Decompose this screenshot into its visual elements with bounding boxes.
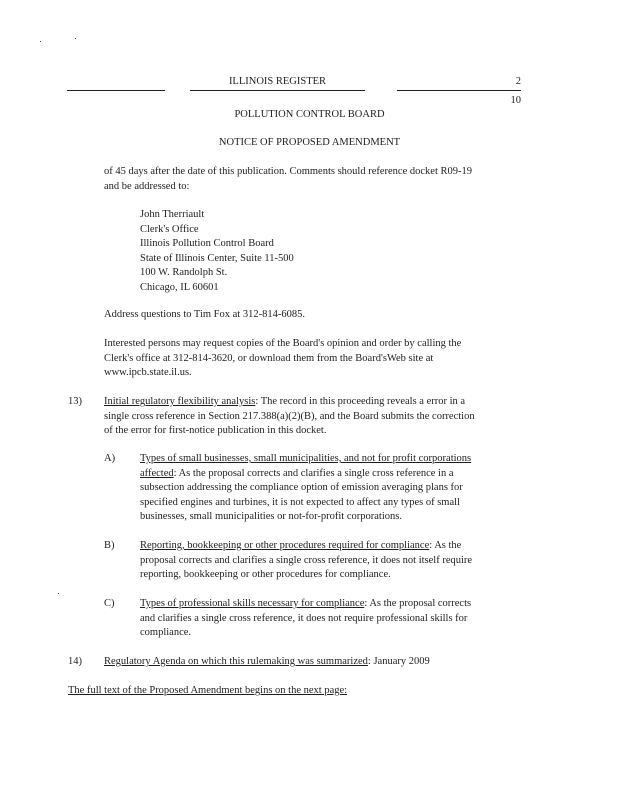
- scan-speck: [58, 593, 59, 594]
- sub-a-line: subsection addressing the compliance option of emission averaging plans for: [140, 482, 463, 494]
- scan-speck: [75, 38, 76, 39]
- intro-paragraph: [104, 165, 472, 194]
- item-14-line: [104, 655, 430, 670]
- item-13-line: single cross reference in Section 217.388(a)(2)(B), and the Board submits the correction: [104, 410, 475, 422]
- sub-b-text: : As the: [429, 540, 462, 551]
- sub-c-letter: C): [104, 598, 115, 609]
- sub-c-text: : As the proposal corrects: [364, 598, 472, 609]
- register-title: ILLINOIS REGISTER: [228, 76, 327, 87]
- address-line: 100 W. Randolph St.: [140, 267, 228, 279]
- sub-a-line: [140, 452, 471, 467]
- copies-line: Interested persons may request copies of the Board's opinion and order by calling the: [104, 338, 462, 349]
- sub-b-line: proposal corrects and clarifies a single cross reference, it does not itself require: [140, 554, 473, 566]
- copies-line: Clerk's office at 312-814-3620, or download them from the Board'sWeb site at: [104, 352, 434, 364]
- sub-c-line: and clarifies a single cross reference, it does not require professional skills for: [140, 612, 468, 624]
- page-number: 2: [515, 76, 521, 87]
- scan-speck: [40, 41, 41, 42]
- item-14-number: 14): [68, 656, 82, 667]
- sub-b-paragraph: [140, 539, 472, 583]
- sub-a-text: : As the proposal corrects and clarifies a single cross reference in a: [173, 467, 454, 479]
- sub-b-heading: Reporting, bookkeeping or other procedures required for compliance: [140, 540, 430, 551]
- item-13-text: : The record in this proceeding reveals a error in a: [255, 396, 466, 407]
- address-block: [140, 208, 294, 296]
- sub-c-paragraph: [140, 597, 471, 641]
- sub-b-line: reporting, bookkeeping or other procedures for compliance.: [140, 569, 391, 581]
- next-page-note: The full text of the Proposed Amendment begins on the next page:: [68, 685, 348, 696]
- address-line: Clerk's Office: [140, 223, 199, 235]
- sub-c-line: [140, 597, 471, 612]
- sub-b-letter: B): [104, 540, 115, 551]
- sub-a-line: specified engines and turbines, it is not expected to affect any types of small: [140, 496, 460, 508]
- copies-paragraph: [104, 337, 461, 381]
- address-line: Chicago, IL 60601: [140, 281, 219, 293]
- sub-a-line: businesses, small municipalities or not-for-profit corporations.: [140, 511, 402, 523]
- header-rule-right: [397, 90, 521, 91]
- sub-b-line: [140, 539, 472, 554]
- questions-line: Address questions to Tim Fox at 312-814-6085.: [104, 309, 305, 320]
- header-rule-left: [67, 90, 165, 91]
- agency-title: POLLUTION CONTROL BOARD: [234, 109, 385, 120]
- sub-a-heading-cont: affected: [140, 467, 174, 479]
- header-rule-middle: [190, 90, 365, 91]
- item-13-line: [104, 395, 475, 410]
- intro-line: of 45 days after the date of this publication. Comments should reference docket R09-19: [104, 166, 472, 177]
- address-line: John Therriault: [140, 209, 205, 220]
- item-13-number: 13): [68, 396, 82, 407]
- item-13-line: of the error for first-notice publication in this docket.: [104, 425, 327, 437]
- item-13-heading: Initial regulatory flexibility analysis: [104, 396, 256, 407]
- copies-line: www.ipcb.state.il.us.: [104, 367, 192, 379]
- item-13-paragraph: [104, 395, 475, 439]
- sub-a-paragraph: [140, 452, 471, 525]
- sub-c-heading: Types of professional skills necessary for compliance: [140, 598, 365, 609]
- sub-a-line: [140, 467, 471, 482]
- page-sub-number: 10: [510, 95, 521, 106]
- sub-a-letter: A): [104, 453, 116, 464]
- item-14-text: : January 2009: [367, 656, 430, 667]
- sub-a-heading: Types of small businesses, small municipalities, and not for profit corporations: [140, 453, 472, 464]
- notice-title: NOTICE OF PROPOSED AMENDMENT: [218, 137, 401, 148]
- item-14-heading: Regulatory Agenda on which this rulemaking was summarized: [104, 656, 368, 667]
- address-line: State of Illinois Center, Suite 11-500: [140, 252, 294, 264]
- sub-c-line: compliance.: [140, 627, 192, 639]
- address-line: Illinois Pollution Control Board: [140, 238, 274, 250]
- intro-line: and be addressed to:: [104, 180, 190, 192]
